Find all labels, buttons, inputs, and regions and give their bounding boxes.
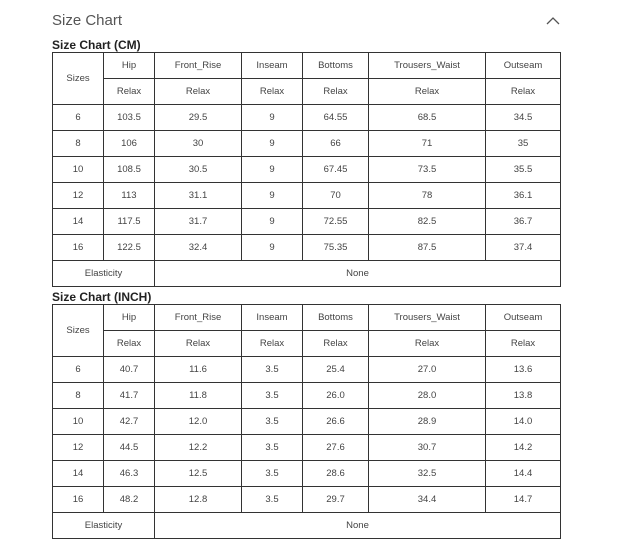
table-cell: 42.7: [104, 409, 155, 435]
inch-elasticity-value: None: [155, 513, 561, 539]
table-cell: 35: [486, 131, 561, 157]
table-cell: 9: [242, 157, 303, 183]
table-cell: 3.5: [242, 357, 303, 383]
table-cell: 44.5: [104, 435, 155, 461]
table-row: [53, 409, 561, 435]
table-cell: 8: [53, 383, 104, 409]
table-row: [53, 461, 561, 487]
table-cell: 9: [242, 209, 303, 235]
table-cell: 13.6: [486, 357, 561, 383]
table-cell: 10: [53, 409, 104, 435]
table-cell: 103.5: [104, 105, 155, 131]
table-row: [53, 357, 561, 383]
inch-col-hip: Hip: [104, 305, 155, 331]
table-cell: 14.0: [486, 409, 561, 435]
table-cell: 46.3: [104, 461, 155, 487]
table-cell: 31.7: [155, 209, 242, 235]
table-cell: 12.0: [155, 409, 242, 435]
inch-fit-row: [53, 331, 561, 357]
table-cell: 32.5: [369, 461, 486, 487]
table-row: [53, 183, 561, 209]
cm-fit-cell: Relax: [369, 79, 486, 105]
table-cell: 106: [104, 131, 155, 157]
table-row: [53, 209, 561, 235]
table-cell: 108.5: [104, 157, 155, 183]
table-cell: 11.6: [155, 357, 242, 383]
cm-elasticity-row: [53, 261, 561, 287]
table-cell: 9: [242, 235, 303, 261]
table-cell: 29.5: [155, 105, 242, 131]
table-cell: 12: [53, 183, 104, 209]
table-cell: 14.7: [486, 487, 561, 513]
cm-fit-cell: Relax: [242, 79, 303, 105]
table-cell: 8: [53, 131, 104, 157]
table-cell: 40.7: [104, 357, 155, 383]
table-cell: 3.5: [242, 435, 303, 461]
table-cell: 27.0: [369, 357, 486, 383]
table-cell: 113: [104, 183, 155, 209]
inch-fit-cell: Relax: [242, 331, 303, 357]
cm-fit-cell: Relax: [104, 79, 155, 105]
table-cell: 11.8: [155, 383, 242, 409]
table-cell: 73.5: [369, 157, 486, 183]
table-cell: 34.4: [369, 487, 486, 513]
table-cell: 6: [53, 357, 104, 383]
cm-size-table: [52, 52, 561, 287]
cm-fit-cell: Relax: [303, 79, 369, 105]
cm-fit-cell: Relax: [486, 79, 561, 105]
table-cell: 9: [242, 131, 303, 157]
table-row: [53, 235, 561, 261]
table-cell: 31.1: [155, 183, 242, 209]
table-cell: 30.5: [155, 157, 242, 183]
table-cell: 14: [53, 209, 104, 235]
table-cell: 14.2: [486, 435, 561, 461]
table-cell: 68.5: [369, 105, 486, 131]
table-cell: 28.9: [369, 409, 486, 435]
table-cell: 12.2: [155, 435, 242, 461]
table-cell: 37.4: [486, 235, 561, 261]
table-cell: 117.5: [104, 209, 155, 235]
table-cell: 36.7: [486, 209, 561, 235]
table-cell: 70: [303, 183, 369, 209]
table-row: [53, 131, 561, 157]
table-cell: 12: [53, 435, 104, 461]
table-cell: 3.5: [242, 409, 303, 435]
table-cell: 41.7: [104, 383, 155, 409]
inch-fit-cell: Relax: [369, 331, 486, 357]
cm-sizes-label: Sizes: [53, 53, 104, 105]
inch-fit-cell: Relax: [104, 331, 155, 357]
cm-col-bottoms: Bottoms: [303, 53, 369, 79]
cm-fit-cell: Relax: [155, 79, 242, 105]
table-row: [53, 435, 561, 461]
inch-col-inseam: Inseam: [242, 305, 303, 331]
table-cell: 25.4: [303, 357, 369, 383]
table-cell: 13.8: [486, 383, 561, 409]
cm-elasticity-value: None: [155, 261, 561, 287]
table-cell: 16: [53, 487, 104, 513]
chevron-up-icon[interactable]: [546, 16, 560, 26]
cm-table-title: Size Chart (CM): [52, 38, 141, 52]
inch-col-trousers-waist: Trousers_Waist: [369, 305, 486, 331]
table-row: [53, 105, 561, 131]
table-cell: 75.35: [303, 235, 369, 261]
table-cell: 27.6: [303, 435, 369, 461]
table-cell: 26.0: [303, 383, 369, 409]
inch-size-table: [52, 304, 561, 539]
table-cell: 3.5: [242, 383, 303, 409]
table-cell: 29.7: [303, 487, 369, 513]
table-cell: 3.5: [242, 461, 303, 487]
table-cell: 72.55: [303, 209, 369, 235]
table-cell: 12.5: [155, 461, 242, 487]
cm-col-trousers-waist: Trousers_Waist: [369, 53, 486, 79]
cm-col-front-rise: Front_Rise: [155, 53, 242, 79]
cm-header-row: [53, 53, 561, 79]
inch-elasticity-label: Elasticity: [53, 513, 155, 539]
inch-table-title: Size Chart (INCH): [52, 290, 152, 304]
inch-fit-cell: Relax: [486, 331, 561, 357]
table-cell: 32.4: [155, 235, 242, 261]
table-cell: 14.4: [486, 461, 561, 487]
inch-col-front-rise: Front_Rise: [155, 305, 242, 331]
table-cell: 12.8: [155, 487, 242, 513]
inch-col-bottoms: Bottoms: [303, 305, 369, 331]
table-cell: 14: [53, 461, 104, 487]
table-row: [53, 487, 561, 513]
cm-col-hip: Hip: [104, 53, 155, 79]
table-cell: 9: [242, 183, 303, 209]
table-cell: 6: [53, 105, 104, 131]
table-cell: 87.5: [369, 235, 486, 261]
table-cell: 3.5: [242, 487, 303, 513]
table-cell: 122.5: [104, 235, 155, 261]
cm-col-outseam: Outseam: [486, 53, 561, 79]
table-row: [53, 157, 561, 183]
inch-elasticity-row: [53, 513, 561, 539]
table-cell: 48.2: [104, 487, 155, 513]
table-cell: 36.1: [486, 183, 561, 209]
size-chart-header[interactable]: [52, 10, 564, 34]
size-chart-title: Size Chart: [52, 12, 123, 29]
inch-fit-cell: Relax: [155, 331, 242, 357]
table-cell: 26.6: [303, 409, 369, 435]
table-cell: 30: [155, 131, 242, 157]
table-row: [53, 383, 561, 409]
table-cell: 67.45: [303, 157, 369, 183]
inch-sizes-label: Sizes: [53, 305, 104, 357]
cm-elasticity-label: Elasticity: [53, 261, 155, 287]
table-cell: 66: [303, 131, 369, 157]
table-cell: 30.7: [369, 435, 486, 461]
table-cell: 9: [242, 105, 303, 131]
table-cell: 10: [53, 157, 104, 183]
table-cell: 71: [369, 131, 486, 157]
cm-fit-row: [53, 79, 561, 105]
inch-header-row: [53, 305, 561, 331]
inch-fit-cell: Relax: [303, 331, 369, 357]
cm-col-inseam: Inseam: [242, 53, 303, 79]
table-cell: 78: [369, 183, 486, 209]
table-cell: 64.55: [303, 105, 369, 131]
table-cell: 28.0: [369, 383, 486, 409]
table-cell: 34.5: [486, 105, 561, 131]
table-cell: 28.6: [303, 461, 369, 487]
table-cell: 16: [53, 235, 104, 261]
table-cell: 35.5: [486, 157, 561, 183]
table-cell: 82.5: [369, 209, 486, 235]
inch-col-outseam: Outseam: [486, 305, 561, 331]
